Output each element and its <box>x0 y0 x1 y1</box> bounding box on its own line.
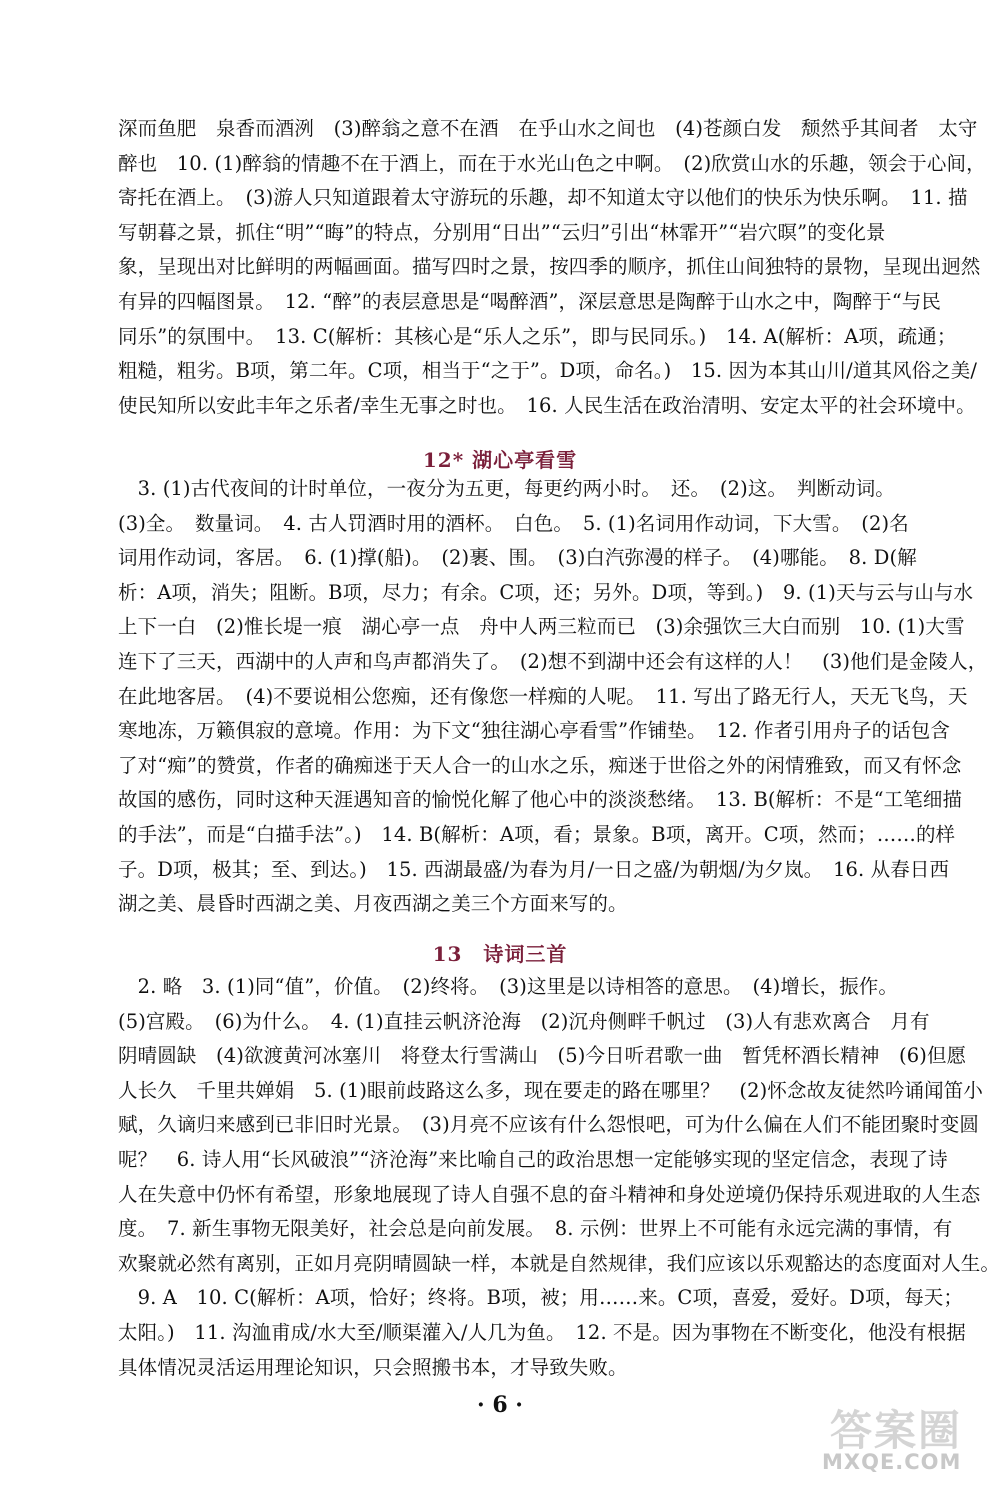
text-line: 词用作动词，客居。 6. (1)撑(船)。 (2)裹、围。 (3)白汽弥漫的样子。 (4)哪能。 8. D(解 <box>118 546 917 570</box>
text-line: (5)宫殿。 (6)为什么。 4. (1)直挂云帆济沧海 (2)沉舟侧畔千帆过 (3)人有悲欢离合 月有 <box>118 1009 930 1033</box>
text-line: 子。D项，极其；至、到达。) 15. 西湖最盛/为春为月/一日之盛/为朝烟/为夕岚。 16. 从春日西 <box>118 857 950 881</box>
watermark <box>810 1398 980 1480</box>
section-heading-12: 12* 湖心亭看雪 <box>422 448 578 472</box>
text-line: (3)全。 数量词。 4. 古人罚酒时用的酒杯。 白色。 5. (1)名词用作动词，下大雪。 (2)名 <box>118 511 909 535</box>
text-line: 湖之美、晨昏时西湖之美、月夜西湖之美三个方面来写的。 <box>118 892 628 916</box>
text-line: 的手法”，而是“白描手法”。) 14. B(解析：A项，看；景象。B项，离开。C项，然而；……的样 <box>118 822 956 846</box>
text-line: 同乐”的氛围中。 13. C(解析：其核心是“乐人之乐”，即与民同乐。) 14. A(解析：A项，疏通； <box>118 324 957 348</box>
text-line: 2. 略 3. (1)同“值”，价值。 (2)终将。 (3)这里是以诗相答的意思。 (4)增长，振作。 <box>118 975 898 998</box>
text-line: 有异的四幅图景。 12. “醉”的表层意思是“喝醉酒”，深层意思是陶醉于山水之中，陶醉于“与民 <box>118 289 942 313</box>
text-line: 深而鱼肥 泉香而酒洌 (3)醉翁之意不在酒 在乎山水之间也 (4)苍颜白发 颓然乎其间者 太守 <box>118 117 978 140</box>
text-line: 赋，久谪归来感到已非旧时光景。 (3)月亮不应该有什么怨恨吧，可为什么偏在人们不能团聚时变圆 <box>118 1113 979 1137</box>
text-line: 人在失意中仍怀有希望，形象地展现了诗人自强不息的奋斗精神和身处逆境仍保持乐观进取的人生态 <box>118 1182 981 1206</box>
answer-block-section-12 <box>118 472 988 922</box>
text-line: 度。 7. 新生事物无限美好，社会总是向前发展。 8. 示例：世界上不可能有永远完满的事情，有 <box>118 1217 953 1241</box>
text-line: 具体情况灵活运用理论知识，只会照搬书本，才导致失败。 <box>118 1355 628 1379</box>
text-line: 故国的感伤，同时这种天涯遇知音的愉悦化解了他心中的淡淡愁绪。 13. B(解析：不是“工笔细描 <box>118 788 963 812</box>
text-line: 使民知所以安此丰年之乐者/幸生无事之时也。 16. 人民生活在政治清明、安定太平的社会环境中。 <box>118 393 976 417</box>
text-line: 上下一白 (2)惟长堤一痕 湖心亭一点 舟中人两三粒而已 (3)余强饮三大白而别 10. (1)大雪 <box>118 615 965 639</box>
answer-block-section-13 <box>118 970 1000 1385</box>
watermark-text: MXQE.COM <box>822 1450 962 1474</box>
text-line: 写朝暮之景，抓住“明”“晦”的特点，分别用“日出”“云归”引出“林霏开”“岩穴暝”的变化景 <box>118 220 886 244</box>
section-heading-13: 13 诗词三首 <box>432 942 568 966</box>
text-line: 寄托在酒上。 (3)游人只知道跟着太守游玩的乐趣，却不知道太守以他们的快乐为快乐啊。 11. 描 <box>118 186 968 210</box>
text-line: 象，呈现出对比鲜明的两幅画面。描写四时之景，按四季的顺序，抓住山间独特的景物，呈现出迥然 <box>118 255 981 279</box>
text-line: 呢？ 6. 诗人用“长风破浪”“济沧海”来比喻自己的政治思想一定能够实现的坚定信念，表现了诗 <box>118 1147 948 1171</box>
text-line: 醉也 10. (1)醉翁的情趣不在于酒上，而在于水光山色之中啊。 (2)欣赏山水的乐趣，领会于心间， <box>118 151 986 175</box>
text-line: 3. (1)古代夜间的计时单位，一夜分为五更，每更约两小时。 还。 (2)这。 判断动词。 <box>118 477 895 500</box>
text-line: 析：A项，消失；阻断。B项，尽力；有余。C项，还；另外。D项，等到。) 9. (1)天与云与山与水 <box>118 580 974 604</box>
watermark-logo: 答案圈 <box>830 1406 963 1455</box>
text-line: 寒地冻，万籁俱寂的意境。作用：为下文“独往湖心亭看雪”作铺垫。 12. 作者引用舟子的话包含 <box>118 719 950 743</box>
text-line: 阴晴圆缺 (4)欲渡黄河冰塞川 将登太行雪满山 (5)今日听君歌一曲 暂凭杯酒长精神 (6)但愿 <box>118 1044 967 1068</box>
text-line: 了对“痴”的赞赏，作者的确痴迷于天人合一的山水之乐，痴迷于世俗之外的闲情雅致，而又有怀念 <box>118 753 962 777</box>
text-line: 在此地客居。 (4)不要说相公您痴，还有像您一样痴的人呢。 11. 写出了路无行人，天无飞鸟，天 <box>118 684 968 708</box>
text-line: 连下了三天，西湖中的人声和鸟声都消失了。 (2)想不到湖中还会有这样的人！ (3)他们是金陵人， <box>118 649 988 673</box>
text-line: 太阳。) 11. 沟洫甫成/水大至/顺渠灌入/人几为鱼。 12. 不是。因为事物在不断变化，他没有根据 <box>118 1320 966 1344</box>
text-line: 人长久 千里共婵娟 5. (1)眼前歧路这么多，现在要走的路在哪里？ (2)怀念故友徒然吟诵闻笛小 <box>118 1078 983 1102</box>
text-line: 粗糙，粗劣。B项，第二年。C项，相当于“之于”。D项，命名。) 15. 因为本其山川/道其风俗之美/ <box>118 359 978 383</box>
text-line: 欢聚就必然有离别，正如月亮阴晴圆缺一样，本就是自然规律，我们应该以乐观豁达的态度面对人生。 <box>118 1251 1000 1275</box>
answer-block-section-11 <box>118 112 986 423</box>
text-line: 9. A 10. C(解析：A项，恰好；终将。B项，被；用……来。C项，喜爱，爱好。D项，每天； <box>118 1286 963 1310</box>
page-number: · 6 · <box>477 1392 523 1418</box>
